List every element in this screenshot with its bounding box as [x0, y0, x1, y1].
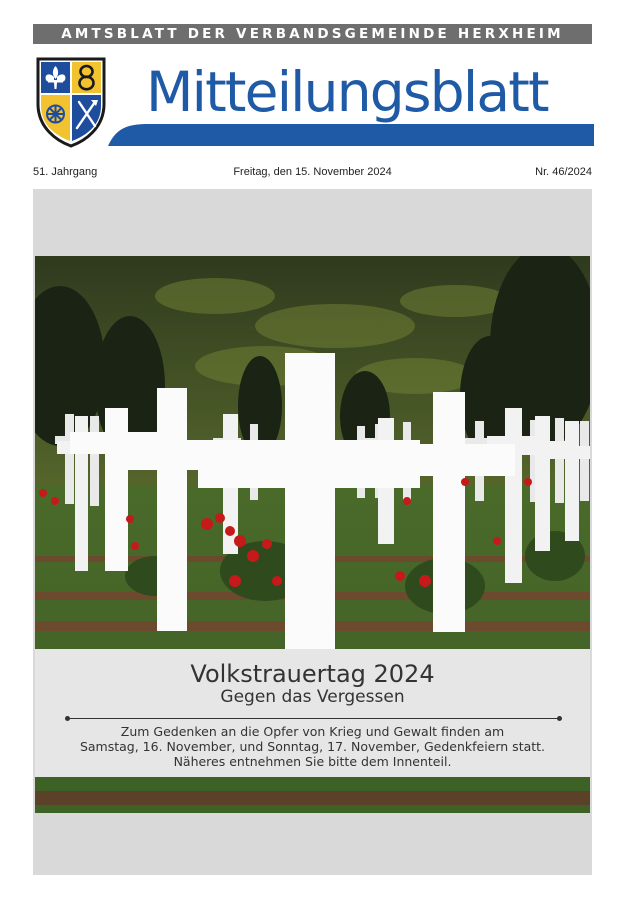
issue-info-line	[33, 166, 592, 182]
cover-subheadline: Gegen das Vergessen	[220, 687, 405, 707]
announcement-line-2: Samstag, 16. November, und Sonntag, 17. November, Gedenkfeiern statt.	[79, 739, 546, 754]
announcement-line-3: Näheres entnehmen Sie bitte dem Innenteil.	[173, 754, 452, 769]
publisher-line: AMTSBLATT DER VERBANDSGEMEINDE HERXHEIM	[61, 26, 564, 42]
masthead-title: Mitteilungsblatt	[146, 60, 548, 124]
caption-divider	[67, 718, 559, 719]
volume-label: 51. Jahrgang	[33, 166, 98, 178]
announcement-line-1: Zum Gedenken an die Opfer von Krieg und Gewalt finden am	[120, 724, 505, 739]
issue-date: Freitag, den 15. November 2024	[233, 166, 392, 178]
divider-dot-right	[557, 716, 562, 721]
issue-number: Nr. 46/2024	[535, 166, 592, 178]
cover-caption-band	[35, 649, 590, 777]
coat-of-arms-icon	[35, 56, 107, 148]
cover-announcement	[35, 724, 590, 769]
masthead-swoosh	[108, 124, 594, 146]
cover-headline: Volkstrauertag 2024	[190, 660, 435, 688]
publisher-banner	[33, 24, 592, 44]
